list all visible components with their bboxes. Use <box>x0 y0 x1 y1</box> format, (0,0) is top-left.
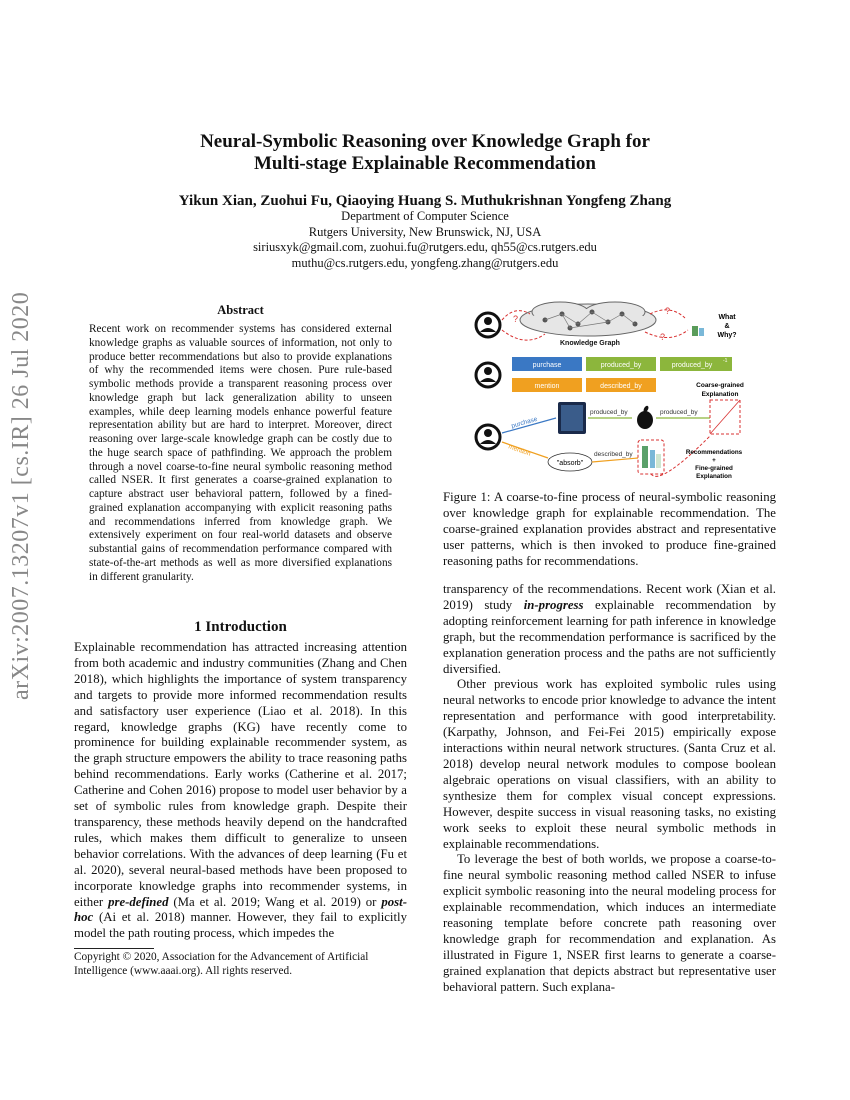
right-paragraph-2: Other previous work has exploited symbolic rules using neural networks to encode prior knowledge to advance the intent representation and performance with good interpretability. (Karpathy, Johnson, and Fei-Fei 2015) empirically expose interactions within neural network structures. (Santa Cruz et al. 2018) develop neural network modules to compose boolean algebraic operations on visual classifiers, with an ability to synthesize them for complex visual concept expressions. However, despite success in visual reasoning tasks, no existing work seeks to exploit these neural symbolic methods in explainable recommendations. <box>443 677 776 851</box>
product-icon <box>692 326 704 336</box>
intro-right-column <box>443 582 776 996</box>
coarse-box-purchase-label: purchase <box>532 362 562 369</box>
author-list: Yikun Xian, Zuohui Fu, Qiaoying Huang S. Muthukrishnan Yongfeng Zhang <box>178 193 672 209</box>
question-mark: ? <box>513 314 519 324</box>
title-line-1: Neural-Symbolic Reasoning over Knowledge Graph for <box>200 131 650 152</box>
right-paragraph-1: transparency of the recommendations. Recent work (Xian et al. 2019) study in-progress explainable recommendation by adopting reinforcement learning for path inference in knowledge graph, but the recommendation performance is sacrificed by the explanation generation process and the paths are not sufficiently diversified. <box>443 582 776 676</box>
section-heading-introduction: 1 Introduction <box>194 619 287 635</box>
emphasis-pre-defined: pre-defined <box>108 894 169 909</box>
edge-described-by <box>592 458 638 462</box>
edge-described-by-label: described_by <box>594 451 633 458</box>
figure-1-diagram <box>470 300 760 490</box>
why-label: Why? <box>717 332 737 339</box>
emphasis-post-hoc: post-hoc <box>74 894 407 925</box>
paper-title <box>0 131 850 175</box>
abstract-text: Recent work on recommender systems has considered external knowledge graphs as valuable sources of information, not only to produce better recommendations but also to provide explanations of why the recommended items were chosen. Pure rule-based symbolic methods provide a transparent reasoning process over knowledge graph but lack generalization ability to unseen examples, while deep learning models enhance powerful feature representation ability but are hard to interpret. Moreover, direct reasoning over large-scale knowledge graph can be costly due to the huge search space of pathfinding. We approach the problem through a novel coarse-to-fine neural symbolic reasoning method called NSER. It first generates a coarse-grained explanation to capture abstract user behavioral pattern, followed by a fined-grained explanation accompanying with explicit reasoning paths and recommendations inferred from knowledge graph. We extensively experiment on four real-world datasets and observe substantial gains of recommendation performance compared with state-of-the-art methods as well as more diversified explanations in different granularity. <box>89 323 392 583</box>
emails-line-2: muthu@cs.rutgers.edu, yongfeng.zhang@rutgers.edu <box>291 255 559 270</box>
copyright-footnote: Copyright © 2020, Association for the Advancement of Artificial Intelligence (www.aaai.org). All rights reserved. <box>74 951 369 977</box>
footnote-divider <box>74 948 154 949</box>
arxiv-stamp: arXiv:2007.13207v1 [cs.IR] 26 Jul 2020 <box>8 291 34 700</box>
right-paragraph-3: To leverage the best of both worlds, we propose a coarse-to-fine neural symbolic reasoning method called NSER to infuse explicit symbolic reasoning into the neural modeling process for explainable recommendation, which induces an intermediate reasoning template before concrete path reasoning over knowledge graph for recommendation and explanation. As illustrated in Figure 1, NSER first learns to generate a coarse-grained explanation that depicts abstract but representative user behavioral pattern. Such explana- <box>443 852 776 994</box>
apple-logo-icon <box>637 405 653 429</box>
question-mark: ? <box>660 332 666 342</box>
university: Rutgers University, New Brunswick, NJ, USA <box>308 224 542 239</box>
fine-label-3: Fine-grained <box>695 465 733 472</box>
user-icon <box>476 313 500 337</box>
knowledge-graph-cloud <box>520 302 656 336</box>
affiliation <box>0 209 850 271</box>
absorb-label: "absorb" <box>556 460 584 467</box>
user-icon <box>476 363 500 387</box>
tablet-icon <box>558 402 586 434</box>
fine-label-4: Explanation <box>696 473 732 480</box>
what-label: What <box>718 314 736 321</box>
fine-label-1: Recommendations <box>685 449 743 456</box>
inverse-superscript: -1 <box>723 358 728 364</box>
edge-purchase-label: purchase <box>510 415 539 430</box>
coarse-label-1: Coarse-grained <box>696 382 744 389</box>
intro-paragraph-1: Explainable recommendation has attracted increasing attention from both academic and industry communities (Zhang and Chen 2018), which highlights the importance of system transparency and targets to provide more informed recommendation results and satisfactory user experience (Liao et al. 2018). In this regard, knowledge graphs (KG) have recently come to prominence for building explainable recommender system, as the graph structure empowers the ability to trace reasoning paths behind recommendations. Early works (Catherine et al. 2017; Catherine and Cohen 2016) propose to model user behavior by a set of symbolic rules from knowledge graph. Despite their transparency, these methods heavily depend on the handcrafted rules, which makes them difficult to generalize to unseen behavior correlations. With the advances of deep learning (Fu et al. 2020), several neural-based methods have been proposed to incorporate knowledge graphs into recommender systems, in either pre-defined (Ma et al. 2019; Wang et al. 2019) or post-hoc (Ai et al. 2018) manner. However, they fail to explicitly model the path routing process, which impedes the <box>74 640 407 941</box>
coarse-label-2: Explanation <box>701 391 739 398</box>
edge-produced-by-2-label: produced_by <box>660 409 698 416</box>
ampersand-label: & <box>724 323 730 330</box>
emphasis-in-progress: in-progress <box>523 597 584 612</box>
fine-label-2: + <box>712 457 716 464</box>
coarse-box-described-by-label: described_by <box>600 383 642 390</box>
figure-1-caption: Figure 1: A coarse-to-fine process of neural-symbolic reasoning over knowledge graph for explainable recommendation. The coarse-grained explanation provides abstract and representative user patterns, which is then invoked to produce fine-grained reasoning paths for recommendations. <box>443 490 776 568</box>
coarse-box-mention-label: mention <box>534 383 560 390</box>
edge-produced-by-1-label: produced_by <box>590 409 628 416</box>
emails-line-1: siriusxyk@gmail.com, zuohui.fu@rutgers.edu, qh55@cs.rutgers.edu <box>253 240 597 254</box>
coarse-box-produced-by-inverse-label: produced_by <box>671 362 713 369</box>
intro-left-column <box>74 640 407 942</box>
edge-mention-label: mention <box>507 443 532 458</box>
coarse-box-produced-by-label: produced_by <box>600 362 642 369</box>
question-mark: ? <box>665 306 671 316</box>
abstract-heading: Abstract <box>217 303 264 317</box>
title-line-2: Multi-stage Explainable Recommendation <box>254 153 596 174</box>
kg-label: Knowledge Graph <box>560 340 620 347</box>
department: Department of Computer Science <box>341 209 509 223</box>
figure-1 <box>470 300 760 490</box>
user-icon <box>476 425 500 449</box>
